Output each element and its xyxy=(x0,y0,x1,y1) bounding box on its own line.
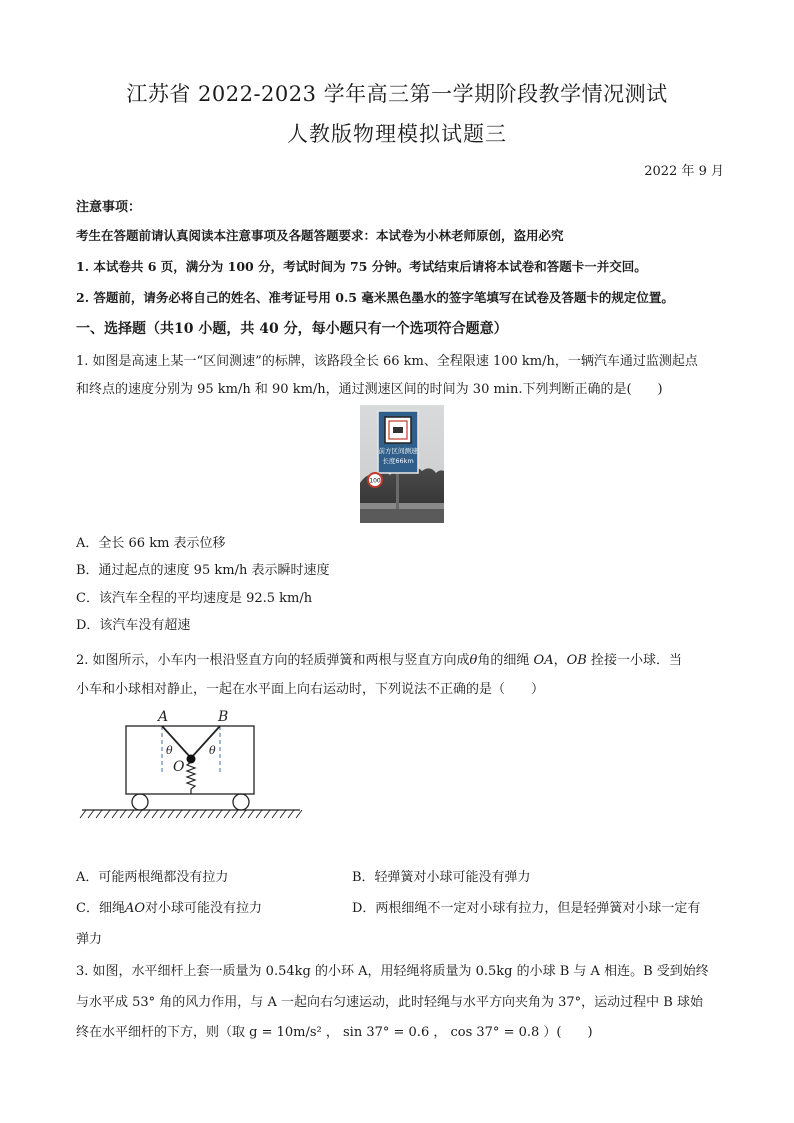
sign-text-1: 前方区间测速 xyxy=(378,447,418,455)
q1-stem-line-1: 1. 如图是高速上某一“区间测速”的标牌，该路段全长 66 km、全程限速 100 km/h，一辆汽车通过监测起点 xyxy=(76,354,698,369)
exam-subtitle: 人教版物理模拟试题三 xyxy=(287,122,507,146)
notice-line-2: 1. 本试卷共 6 页，满分为 100 分，考试时间为 75 分钟。考试结束后请将本试卷和答题卡一并交回。 xyxy=(76,259,647,274)
q2-option-d: D．两根细绳不一定对小球有拉力，但是轻弹簧对小球一定有 xyxy=(352,901,701,916)
label-o: O xyxy=(173,759,185,775)
q3-stem-line-3: 终在水平细杆的下方，则（取 g = 10m/s² ， sin 37° = 0.6 ， cos 37° = 0.8 ）( ) xyxy=(76,1025,593,1040)
sign-text-2: 长度66km xyxy=(382,457,414,465)
label-theta-right: θ xyxy=(209,744,216,757)
exam-date: 2022 年 9 月 xyxy=(644,164,724,179)
notice-heading: 注意事项： xyxy=(76,200,142,215)
q1-option-c: C．该汽车全程的平均速度是 92.5 km/h xyxy=(76,591,313,606)
q3-stem-line-2: 与水平成 53° 角的风力作用，与 A 一起向右匀速运动，此时轻绳与水平方向夹角为 37°，运动过程中 B 球始 xyxy=(76,995,703,1010)
q2-stem-line-1: 2. 如图所示，小车内一根沿竖直方向的轻质弹簧和两根与竖直方向成θ角的细绳 OA，OB 拴接一小球．当 xyxy=(76,653,682,668)
section-heading: 一、选择题（共10 小题，共 40 分，每小题只有一个选项符合题意） xyxy=(76,321,508,337)
notice-line-1: 考生在答题前请认真阅读本注意事项及各题答题要求：本试卷为小林老师原创，盗用必究 xyxy=(76,228,564,243)
q1-stem-line-2: 和终点的速度分别为 95 km/h 和 90 km/h，通过测速区间的时间为 30 min.下列判断正确的是( ) xyxy=(76,382,663,397)
exam-title: 江苏省 2022-2023 学年高三第一学期阶段教学情况测试 xyxy=(126,82,668,106)
label-a: A xyxy=(158,709,169,725)
cart-diagram xyxy=(78,706,308,828)
speed-limit-text: 100 xyxy=(369,477,381,485)
q1-option-d: D．该汽车没有超速 xyxy=(76,618,191,633)
speed-sign-photo xyxy=(360,405,444,523)
label-b: B xyxy=(218,709,229,725)
q2-stem-line-2: 小车和小球相对静止，一起在水平面上向右运动时，下列说法不正确的是（ ） xyxy=(76,682,545,697)
q1-option-b: B．通过起点的速度 95 km/h 表示瞬时速度 xyxy=(76,563,330,578)
notice-line-3: 2. 答题前，请务必将自己的姓名、准考证号用 0.5 毫米黑色墨水的签字笔填写在试卷及答题卡的规定位置。 xyxy=(76,290,674,305)
q1-option-a: A．全长 66 km 表示位移 xyxy=(76,536,226,551)
label-theta-left: θ xyxy=(166,744,173,757)
q2-option-d-continued: 弹力 xyxy=(76,932,103,947)
q3-stem-line-1: 3. 如图，水平细杆上套一质量为 0.54kg 的小环 A，用轻绳将质量为 0.5kg 的小球 B 与 A 相连。B 受到始终 xyxy=(76,964,709,979)
q2-option-c: C．细绳AO对小球可能没有拉力 xyxy=(76,901,263,916)
q2-option-a: A．可能两根绳都没有拉力 xyxy=(76,870,229,885)
q2-option-b: B．轻弹簧对小球可能没有弹力 xyxy=(352,870,531,885)
